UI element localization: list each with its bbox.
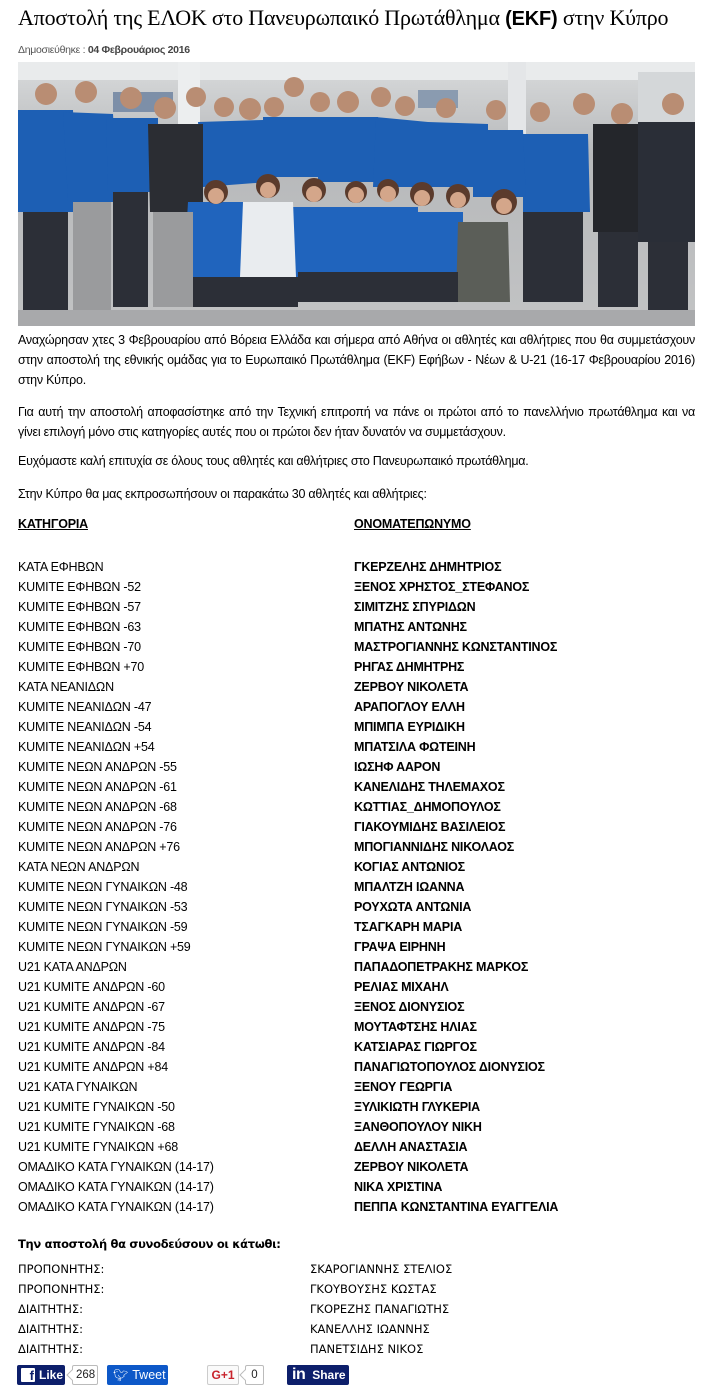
escort-list (0, 1259, 710, 1359)
published-date: 04 Φεβρουάριος 2016 (87, 44, 190, 56)
athlete-name-cell: ΓΡΑΨΑ ΕΙΡΗΝΗ (354, 940, 446, 954)
category-cell: KUMITE ΝΕΩΝ ΓΥΝΑΙΚΩΝ -53 (18, 900, 188, 914)
category-cell: KUMITE ΝΕΩΝ ΓΥΝΑΙΚΩΝ -48 (18, 880, 188, 894)
category-cell: KUMITE ΝΕΑΝΙΔΩΝ -54 (18, 720, 152, 734)
athlete-name-cell: ΞΕΝΟΥ ΓΕΩΡΓΙΑ (354, 1080, 453, 1094)
athlete-name-cell: ΜΠΑΤΣΙΛΑ ΦΩΤΕΙΝΗ (354, 740, 476, 754)
team-photo (18, 62, 695, 326)
escort-row (0, 1319, 710, 1339)
category-cell: KUMITE ΝΕΩΝ ΓΥΝΑΙΚΩΝ +59 (18, 940, 191, 954)
escort-role: ΔΙΑΙΤΗΤΗΣ: (18, 1342, 84, 1356)
category-cell: ΚΑΤΑ ΝΕΑΝΙΔΩΝ (18, 680, 114, 694)
athlete-name-cell: ΞΥΛΙΚΙΩΤΗ ΓΛΥΚΕΡΙΑ (354, 1100, 481, 1114)
escort-row (0, 1339, 710, 1359)
category-cell: KUMITE ΝΕΑΝΙΔΩΝ -47 (18, 700, 152, 714)
category-cell: U21 KUMITE ΑΝΔΡΩΝ -75 (18, 1020, 165, 1034)
athlete-name-cell: ΡΕΛΙΑΣ ΜΙΧΑΗΛ (354, 980, 449, 994)
escort-row (0, 1299, 710, 1319)
roster-row (0, 637, 710, 657)
athlete-name-cell: ΚΑΝΕΛΙΔΗΣ ΤΗΛΕΜΑΧΟΣ (354, 780, 505, 794)
title-text-end: στην Κύπρο (562, 5, 669, 30)
category-cell: KUMITE ΝΕΩΝ ΑΝΔΡΩΝ -61 (18, 780, 177, 794)
roster-row (0, 797, 710, 817)
google-plus-one-button[interactable] (207, 1365, 239, 1385)
tweet-label: Tweet (132, 1368, 166, 1382)
athlete-name-cell: ΞΕΝΟΣ ΧΡΗΣΤΟΣ_ΣΤΕΦΑΝΟΣ (354, 580, 530, 594)
category-cell: KUMITE ΕΦΗΒΩΝ -52 (18, 580, 141, 594)
athlete-name-cell: ΜΠΟΓΙΑΝΝΙΔΗΣ ΝΙΚΟΛΑΟΣ (354, 840, 515, 854)
roster-row (0, 957, 710, 977)
roster-row (0, 777, 710, 797)
roster-row (0, 757, 710, 777)
name-column-header: ΟΝΟΜΑΤΕΠΩΝΥΜΟ (354, 517, 471, 531)
roster-row (0, 677, 710, 697)
title-ekf: (EKF) (505, 8, 558, 30)
athlete-name-cell: ΖΕΡΒΟΥ ΝΙΚΟΛΕΤΑ (354, 1160, 469, 1174)
athlete-name-cell: ΓΚΕΡΖΕΛΗΣ ΔΗΜΗΤΡΙΟΣ (354, 560, 502, 574)
google-plus-icon: G+1 (211, 1368, 235, 1382)
escort-role: ΠΡΟΠΟΝΗΤΗΣ: (18, 1262, 105, 1276)
category-cell: KUMITE ΝΕΩΝ ΑΝΔΡΩΝ -68 (18, 800, 177, 814)
category-cell: KUMITE ΕΦΗΒΩΝ -63 (18, 620, 141, 634)
athlete-name-cell: ΑΡΑΠΟΓΛΟΥ ΕΛΛΗ (354, 700, 465, 714)
wishes-paragraph: Ευχόμαστε καλή επιτυχία σε όλους τους αθλητές και αθλήτριες στο Πανευρωπαικό πρωτάθλημα. (18, 454, 529, 468)
facebook-icon: f (21, 1368, 35, 1382)
athlete-name-cell: ΣΙΜΙΤΖΗΣ ΣΠΥΡΙΔΩΝ (354, 600, 476, 614)
roster-row (0, 657, 710, 677)
roster-row (0, 1077, 710, 1097)
roster-row (0, 937, 710, 957)
athlete-name-cell: ΡΗΓΑΣ ΔΗΜΗΤΡΗΣ (354, 660, 465, 674)
athlete-name-cell: ΚΟΓΙΑΣ ΑΝΤΩΝΙΟΣ (354, 860, 465, 874)
published-label: Δημοσιεύθηκε : (18, 44, 86, 56)
escort-role: ΔΙΑΙΤΗΤΗΣ: (18, 1322, 84, 1336)
athlete-name-cell: ΞΕΝΟΣ ΔΙΟΝΥΣΙΟΣ (354, 1000, 465, 1014)
escort-title: Την αποστολή θα συνοδεύσουν οι κάτωθι: (18, 1237, 281, 1251)
category-cell: U21 KUMITE ΑΝΔΡΩΝ -60 (18, 980, 165, 994)
roster-row (0, 1097, 710, 1117)
category-cell: KUMITE ΝΕΑΝΙΔΩΝ +54 (18, 740, 155, 754)
athlete-name-cell: ΠΑΝΑΓΙΩΤΟΠΟΥΛΟΣ ΔΙΟΝΥΣΙΟΣ (354, 1060, 545, 1074)
roster-row (0, 1057, 710, 1077)
linkedin-share-button[interactable] (287, 1365, 349, 1385)
facebook-like-button[interactable] (17, 1365, 65, 1385)
athlete-name-cell: ΡΟΥΧΩΤΑ ΑΝΤΩΝΙΑ (354, 900, 472, 914)
category-cell: ΟΜΑΔΙΚΟ ΚΑΤΑ ΓΥΝΑΙΚΩΝ (14-17) (18, 1200, 214, 1214)
athlete-name-cell: ΜΠΙΜΠΑ ΕΥΡΙΔΙΚΗ (354, 720, 465, 734)
roster-row (0, 977, 710, 997)
category-cell: KUMITE ΝΕΩΝ ΓΥΝΑΙΚΩΝ -59 (18, 920, 188, 934)
category-cell: U21 KUMITE ΑΝΔΡΩΝ +84 (18, 1060, 168, 1074)
category-cell: ΚΑΤΑ ΕΦΗΒΩΝ (18, 560, 104, 574)
twitter-bird-icon: 🐦︎ (113, 1368, 129, 1382)
athlete-name-cell: ΓΙΑΚΟΥΜΙΔΗΣ ΒΑΣΙΛΕΙΟΣ (354, 820, 506, 834)
athlete-name-cell: ΜΑΣΤΡΟΓΙΑΝΝΗΣ ΚΩΝΣΤΑΝΤΙΝΟΣ (354, 640, 558, 654)
category-cell: KUMITE ΕΦΗΒΩΝ -57 (18, 600, 141, 614)
escort-row (0, 1259, 710, 1279)
roster-row (0, 737, 710, 757)
roster-row (0, 1017, 710, 1037)
category-column-header: ΚΑΤΗΓΟΡΙΑ (18, 517, 88, 531)
roster-row (0, 817, 710, 837)
roster-row (0, 597, 710, 617)
roster-row (0, 877, 710, 897)
athlete-name-cell: ΜΟΥΤΑΦΤΣΗΣ ΗΛΙΑΣ (354, 1020, 477, 1034)
category-cell: KUMITE ΕΦΗΒΩΝ +70 (18, 660, 145, 674)
category-cell: U21 ΚΑΤΑ ΓΥΝΑΙΚΩΝ (18, 1080, 138, 1094)
article-title (18, 4, 708, 33)
category-cell: U21 KUMITE ΓΥΝΑΙΚΩΝ -68 (18, 1120, 175, 1134)
athlete-name-cell: ΠΕΠΠΑ ΚΩΝΣΤΑΝΤΙΝΑ ΕΥΑΓΓΕΛΙΑ (354, 1200, 559, 1214)
roster-row (0, 917, 710, 937)
athlete-name-cell: ΙΩΣΗΦ ΑΑΡΟΝ (354, 760, 441, 774)
facebook-like-count: 268 (72, 1365, 98, 1385)
roster-row (0, 1037, 710, 1057)
athletes-intro-paragraph: Στην Κύπρο θα μας εκπροσωπήσουν οι παρακάτω 30 αθλητές και αθλήτριες: (18, 487, 427, 501)
intro-paragraph: Αναχώρησαν χτες 3 Φεβρουαρίου από Βόρεια Ελλάδα και σήμερα από Αθήνα οι αθλητές και αθλήτριες που θα συμμετάσχουν στην αποστολή της εθνικής ομάδας για το Ευρωπαικό Πρωτάθλημα (EKF) Εφήβων - Νέων & U-21 (16-17 Φεβρουαρίου 2016) στην Κύπρο. (18, 333, 695, 387)
escort-person: ΚΑΝΕΛΛΗΣ ΙΩΑΝΝΗΣ (310, 1322, 430, 1336)
athlete-name-cell: ΚΑΤΣΙΑΡΑΣ ΓΙΩΡΓΟΣ (354, 1040, 477, 1054)
roster-row (0, 1157, 710, 1177)
share-bar (0, 1365, 710, 1387)
google-plus-count: 0 (245, 1365, 264, 1385)
escort-role: ΔΙΑΙΤΗΤΗΣ: (18, 1302, 84, 1316)
publish-info (18, 44, 190, 56)
escort-person: ΓΚΟΥΒΟΥΣΗΣ ΚΩΣΤΑΣ (310, 1282, 437, 1296)
escort-person: ΠΑΝΕΤΣΙΔΗΣ ΝΙΚΟΣ (310, 1342, 424, 1356)
roster-row (0, 897, 710, 917)
category-cell: U21 KUMITE ΑΝΔΡΩΝ -84 (18, 1040, 165, 1054)
athlete-name-cell: ΜΠΑΤΗΣ ΑΝΤΩΝΗΣ (354, 620, 467, 634)
linkedin-icon: in (292, 1366, 306, 1383)
team-group-photo-icon (18, 62, 695, 326)
athlete-name-cell: ΖΕΡΒΟΥ ΝΙΚΟΛΕΤΑ (354, 680, 469, 694)
roster-row (0, 857, 710, 877)
roster-row (0, 1117, 710, 1137)
athlete-name-cell: ΤΣΑΓΚΑΡΗ ΜΑΡΙΑ (354, 920, 463, 934)
roster-row (0, 1197, 710, 1217)
roster-row (0, 1177, 710, 1197)
selection-paragraph: Για αυτή την αποστολή αποφασίστηκε από την Τεχνική επιτροπή να πάνε οι πρώτοι από το πανελλήνιο πρωτάθλημα και να γίνει επιλογή μόνο στις κατηγορίες αυτές που οι πρώτοι δεν ήταν δυνατόν να συμμετάσχουν. (18, 405, 695, 439)
roster-row (0, 997, 710, 1017)
category-cell: ΟΜΑΔΙΚΟ ΚΑΤΑ ΓΥΝΑΙΚΩΝ (14-17) (18, 1160, 214, 1174)
category-cell: KUMITE ΝΕΩΝ ΑΝΔΡΩΝ +76 (18, 840, 180, 854)
roster-row (0, 717, 710, 737)
athlete-name-cell: ΠΑΠΑΔΟΠΕΤΡΑΚΗΣ ΜΑΡΚΟΣ (354, 960, 529, 974)
roster-table (0, 557, 710, 1217)
category-cell: KUMITE ΝΕΩΝ ΑΝΔΡΩΝ -76 (18, 820, 177, 834)
category-cell: U21 KUMITE ΑΝΔΡΩΝ -67 (18, 1000, 165, 1014)
category-cell: KUMITE ΝΕΩΝ ΑΝΔΡΩΝ -55 (18, 760, 177, 774)
escort-row (0, 1279, 710, 1299)
category-cell: U21 KUMITE ΓΥΝΑΙΚΩΝ +68 (18, 1140, 178, 1154)
tweet-button[interactable] (107, 1365, 168, 1385)
roster-row (0, 1137, 710, 1157)
escort-person: ΣΚΑΡΟΓΙΑΝΝΗΣ ΣΤΕΛΙΟΣ (310, 1262, 453, 1276)
athlete-name-cell: ΜΠΑΛΤΖΗ ΙΩΑΝΝΑ (354, 880, 465, 894)
category-cell: U21 ΚΑΤΑ ΑΝΔΡΩΝ (18, 960, 127, 974)
title-text-start: Αποστολή της ΕΛΟΚ στο Πανευρωπαικό Πρωτάθλημα (18, 5, 500, 30)
linkedin-share-label: Share (312, 1368, 346, 1382)
athlete-name-cell: ΚΩΤΤΙΑΣ_ΔΗΜΟΠΟΥΛΟΣ (354, 800, 501, 814)
roster-row (0, 697, 710, 717)
roster-row (0, 617, 710, 637)
roster-row (0, 577, 710, 597)
athlete-name-cell: ΞΑΝΘΟΠΟΥΛΟΥ ΝΙΚΗ (354, 1120, 482, 1134)
athlete-name-cell: ΝΙΚΑ ΧΡΙΣΤΙΝΑ (354, 1180, 443, 1194)
roster-row (0, 837, 710, 857)
category-cell: KUMITE ΕΦΗΒΩΝ -70 (18, 640, 141, 654)
athlete-name-cell: ΔΕΛΛΗ ΑΝΑΣΤΑΣΙΑ (354, 1140, 468, 1154)
category-cell: ΟΜΑΔΙΚΟ ΚΑΤΑ ΓΥΝΑΙΚΩΝ (14-17) (18, 1180, 214, 1194)
escort-role: ΠΡΟΠΟΝΗΤΗΣ: (18, 1282, 105, 1296)
escort-person: ΓΚΟΡΕΖΗΣ ΠΑΝΑΓΙΩΤΗΣ (310, 1302, 450, 1316)
category-cell: ΚΑΤΑ ΝΕΩΝ ΑΝΔΡΩΝ (18, 860, 140, 874)
facebook-like-label: Like (39, 1368, 64, 1382)
category-cell: U21 KUMITE ΓΥΝΑΙΚΩΝ -50 (18, 1100, 175, 1114)
roster-row (0, 557, 710, 577)
